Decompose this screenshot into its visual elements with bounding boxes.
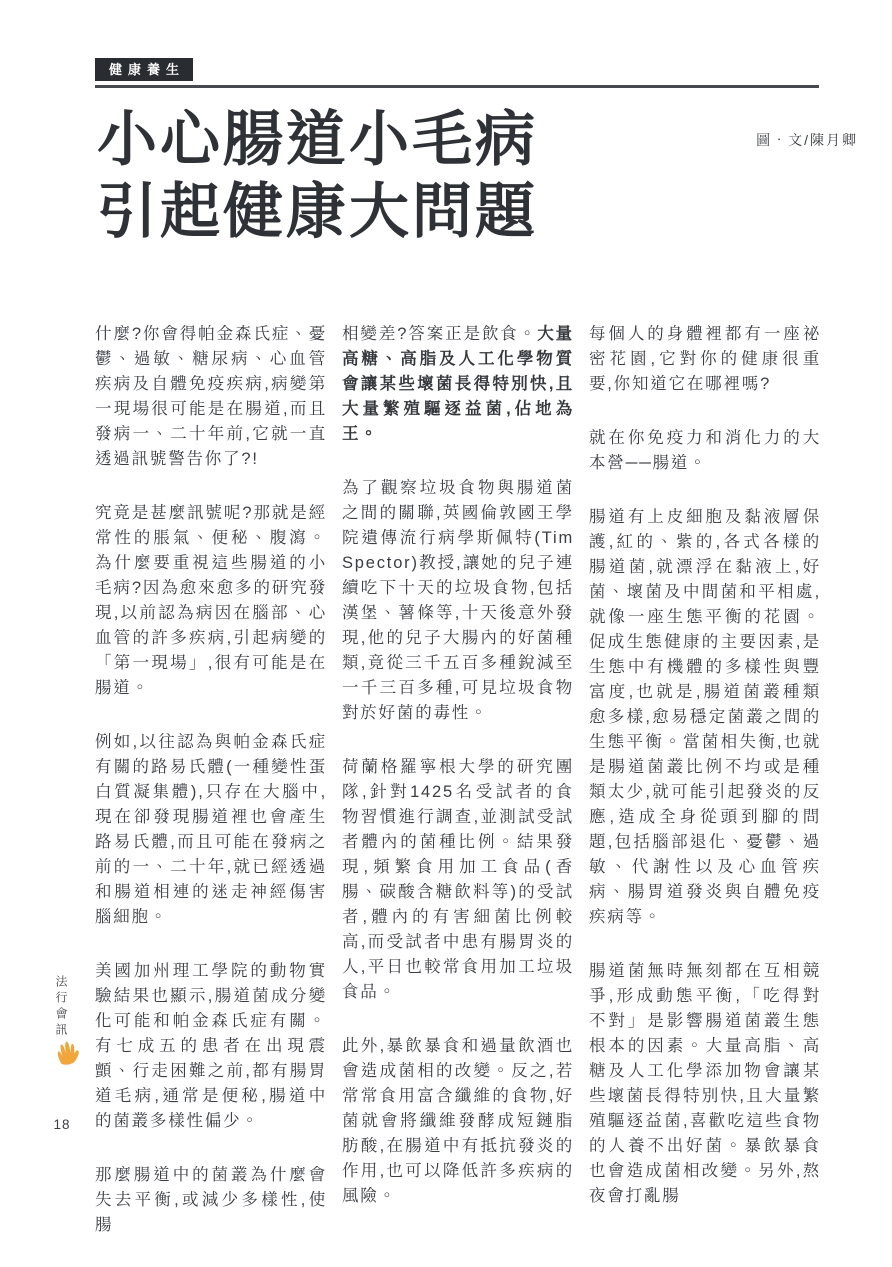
article-title-line1: 小心腸道小毛病 [97,107,538,173]
paragraph: 此外,暴飲暴食和過量飲酒也會造成菌相的改變。反之,若常常食用富含纖維的食物,好菌就會將纖維發酵成短鏈脂肪酸,在腸道中有抵抗發炎的作用,也可以降低許多疾病的風險。 [342,1037,574,1205]
paragraph-text: 相變差?答案正是飲食。 [342,325,538,343]
header-rule [95,85,819,88]
journal-title-vertical: 法行會訊 [54,975,68,1039]
paragraph: 例如,以往認為與帕金森氏症有關的路易氏體(一種變性蛋白質凝集體),只存在大腦中,現在卻發現腸道裡也會產生路易氏體,而且可能在發病之前的一、二十年,就已經透過和腸道相連的迷走神經傷害腦細胞。 [95,733,327,926]
paragraph: 美國加州理工學院的動物實驗結果也顯示,腸道菌成分變化可能和帕金森氏症有關。有七成五的患者在出現震顫、行走困難之前,都有腸胃道毛病,通常是便秘,腸道中的菌叢多樣性偏少。 [95,962,327,1130]
paragraph: 荷蘭格羅寧根大學的研究團隊,針對1425名受試者的食物習慣進行調查,並測試受試者體內的菌種比例。結果發現,頻繁食用加工食品(香腸、碳酸含糖飲料等)的受試者,體內的有害細菌比例較高,而受試者中患有腸胃炎的人,平日也較常食用加工垃圾食品。 [342,758,574,1001]
emphasized-text: 大量高糖、高脂及人工化學物質會讓某些壞菌長得特別快,且大量繁殖驅逐益菌,佔地為王。 [342,325,574,443]
article-title-line2: 引起健康大問題 [97,179,538,245]
article-body [95,322,821,1267]
paragraph: 就在你免疫力和消化力的大本營──腸道。 [589,429,821,472]
paragraph: 腸道有上皮細胞及黏液層保護,紅的、紫的,各式各樣的腸道菌,就漂浮在黏液上,好菌、壞菌及中間菌和平相處,就像一座生態平衡的花園。促成生態健康的主要因素,是生態中有機體的多樣性與豐富度,也就是,腸道菌叢種類愈多樣,愈易穩定菌叢之間的生態平衡。當菌相失衡,也就是腸道菌叢比例不均或是種類太少,就可能引起發炎的反應,造成全身從頭到腳的問題,包括腦部退化、憂鬱、過敏、代謝性以及心血管疾病、腸胃道發炎與自體免疫疾病等。 [589,508,821,926]
hand-icon [53,1035,83,1066]
article-title [97,104,538,248]
category-tag: 健康養生 [95,58,193,81]
paragraph: 每個人的身體裡都有一座祕密花園,它對你的健康很重要,你知道它在哪裡嗎? [589,325,821,393]
paragraph: 那麼腸道中的菌叢為什麼會失去平衡,或減少多樣性,使腸 [95,1166,327,1234]
column-2 [342,322,574,1267]
byline: 圖‧文/陳月卿 [756,132,858,148]
paragraph: 腸道菌無時無刻都在互相競爭,形成動態平衡,「吃得對不對」是影響腸道菌叢生態根本的因素。大量高脂、高糖及人工化學添加物會讓某些壞菌長得特別快,且大量繁殖驅逐益菌,喜歡吃這些食物的人養不出好菌。暴飲暴食也會造成菌相改變。另外,熬夜會打亂腸 [589,962,821,1205]
paragraph: 為了觀察垃圾食物與腸道菌之間的關聯,英國倫敦國王學院遺傳流行病學斯佩特(Tim Spector)教授,讓她的兒子連續吃下十天的垃圾食物,包括漢堡、薯條等,十天後意外發現,他的兒子大腸內的好菌種類,竟從三千五百多種銳減至一千三百多種,可見垃圾食物對於好菌的毒性。 [342,479,574,722]
paragraph: 什麼?你會得帕金森氏症、憂鬱、過敏、糖尿病、心血管疾病及自體免疫疾病,病變第一現場很可能是在腸道,而且發病一、二十年前,它就一直透過訊號警告你了?! [95,325,327,468]
paragraph: 究竟是甚麼訊號呢?那就是經常性的脹氣、便秘、腹瀉。為什麼要重視這些腸道的小毛病?因為愈來愈多的研究發現,以前認為病因在腦部、心血管的許多疾病,引起病變的「第一現場」,很有可能是在腸道。 [95,504,327,697]
paragraph-with-emphasis [342,322,574,447]
column-1 [95,322,327,1267]
hand-icon-svg [53,1035,83,1066]
column-3 [589,322,821,1267]
page-number: 18 [53,1117,71,1132]
